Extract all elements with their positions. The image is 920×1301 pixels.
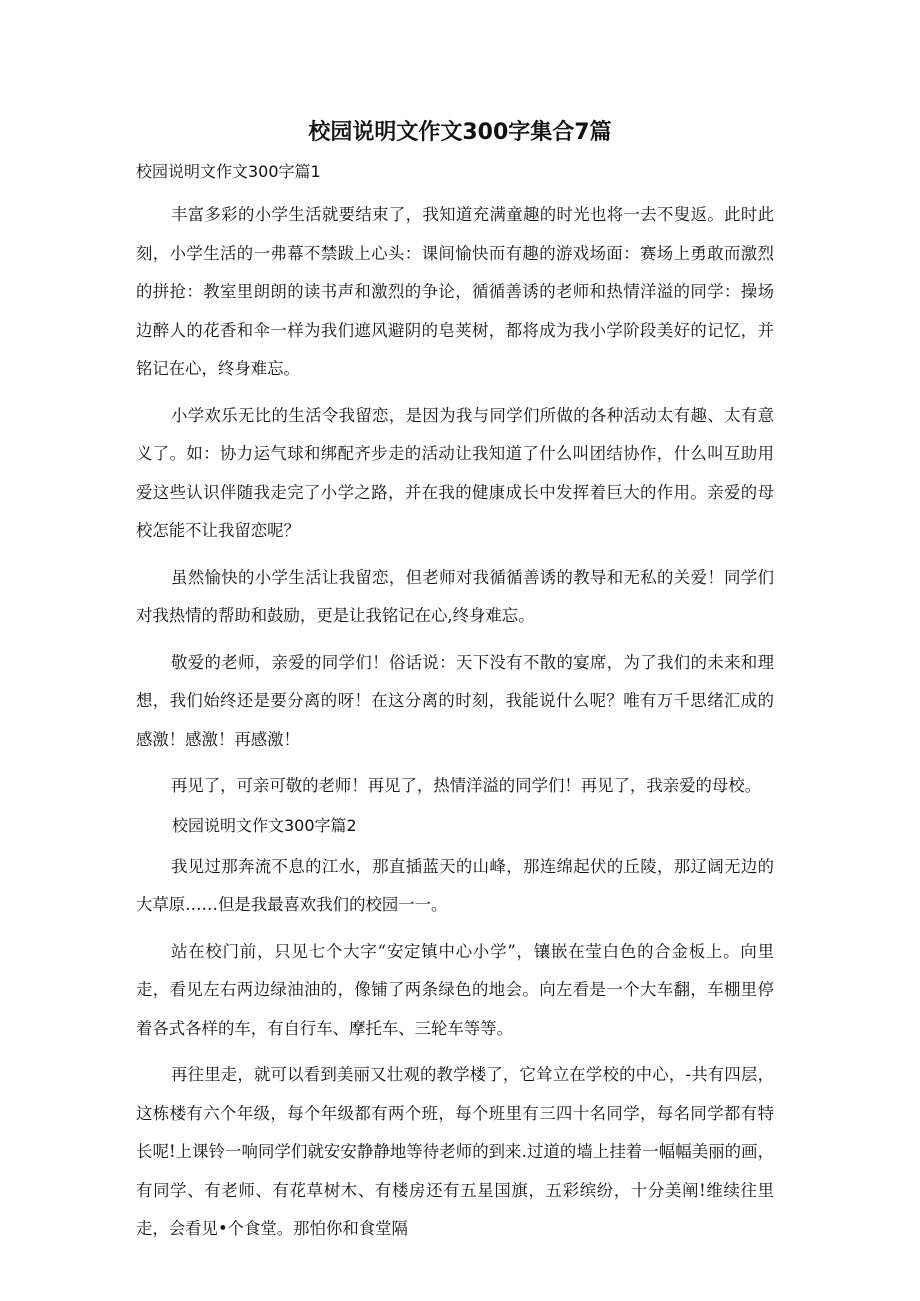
paragraph: 再见了，可亲可敬的老师！再见了，热情洋溢的同学们！再见了，我亲爱的母校。 [171,776,762,795]
paragraph: 再往里走，就可以看到美丽又壮观的教学楼了，它耸立在学校的中心，-共有四层，这栋楼有六个年级，每个年级都有两个班，每个班里有三四十名同学，每名同学都有特长呢!上课铃一响同学们就安安静静地等待老师的到来.过道的墙上挂着一幅幅美丽的画，有同学、有老师、有花草树木、有楼房还有五星国旗，五彩缤纷，十分美阐!维续往里走，会看见•个食堂。那怕你和食堂隔 [136,1065,774,1238]
paragraph: 敬爱的老师，亲爱的同学们！俗话说：天下没有不散的宴席，为了我们的未来和理想，我们始终还是要分离的呀！在这分离的时刻，我能说什么呢？唯有万千思绪汇成的感激！感激！再感激！ [136,652,774,749]
section-heading: 校园说明文作文300字篇2 [172,815,357,835]
paragraph: 虽然愉快的小学生活让我留恋，但老师对我循循善诱的教导和无私的关爱！同学们对我热情的帮助和鼓励，更是让我铭记在心,终身难忘。 [136,567,774,625]
section-1 [136,160,774,806]
document-title: 校园说明文作文300字集合7篇 [308,120,612,145]
document-body [136,160,774,1257]
paragraph: 我见过那奔流不息的江水，那直插蓝天的山峰，那连绵起伏的丘陵，那辽阔无边的大草原……但是我最喜欢我们的校园一一。 [136,856,774,914]
paragraph: 站在校门前，只见七个大字“安定镇中心小学”，镶嵌在莹白色的合金板上。向里走，看见左右两边绿油油的，像铺了两条绿色的地会。向左看是一个大车翻，车棚里停着各式各样的车，有自行车、摩托车、三轮车等等。 [136,941,774,1038]
section-2 [136,814,774,1249]
paragraph: 丰富多彩的小学生活就要结束了，我知道充满童趣的时光也将一去不叟返。此时此刻，小学生活的一弗幕不禁跋上心头：课间愉快而有趣的游戏场面：赛场上勇敢而激烈的拼抢：教室里朗朗的读书声和激烈的争论，循循善诱的老师和热情洋溢的同学：操场边醉人的花香和伞一样为我们遮风避阴的皂荚树，都将成为我小学阶段美好的记忆，并铭记在心，终身难忘。 [136,205,774,378]
paragraph: 小学欢乐无比的生活令我留恋，是因为我与同学们所做的各种活动太有趣、太有意义了。如：协力运气球和绑配齐步走的活动让我知道了什么叫团结协作，什么叫互助用爱这些认识伴随我走完了小学之路，并在我的健康成长中发挥着巨大的作用。亲爱的母校怎能不让我留恋呢？ [136,405,774,540]
section-heading: 校园说明文作文300字篇1 [136,162,321,181]
